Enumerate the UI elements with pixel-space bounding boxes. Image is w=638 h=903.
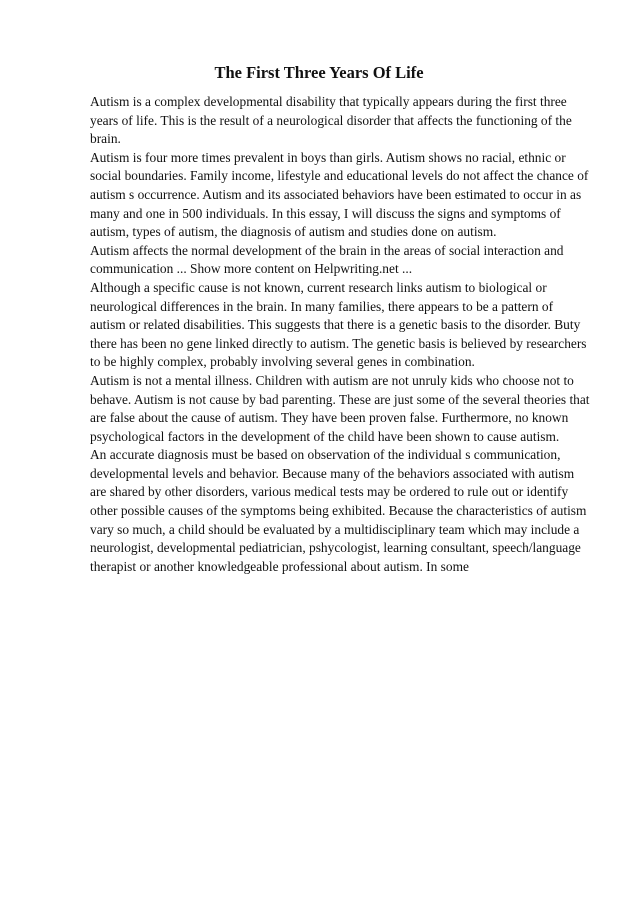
paragraph: An accurate diagnosis must be based on observation of the individual s communication, developmental levels and behavior. Because many of the behaviors associated with autism are shared by other disorders, various medical tests may be ordered to rule out or identify other possible causes of the symptoms being exhibited. Because the characteristics of autism vary so much, a child should be evaluated by a multidisciplinary team which may include a neurologist, developmental pediatrician, pshycologist, learning consultant, speech/language therapist or another knowledgeable professional about autism. In some	[90, 447, 587, 574]
paragraph: Although a specific cause is not known, current research links autism to biological or neurological differences in the brain. In many families, there appears to be a pattern of autism or related disabilities. This suggests that there is a genetic basis to the disorder. Buty there has been no gene linked directly to autism. The genetic basis is believed by researchers to be highly complex, probably involving several genes in combination.	[90, 279, 587, 370]
paragraph: Autism is four more times prevalent in boys than girls. Autism shows no racial, ethnic or social boundaries. Family income, lifestyle and educational levels do not affect the chance of autism s occurrence. Autism and its associated behaviors have been estimated to occur in as many and one in 500 individuals. In this essay, I will discuss the signs and symptoms of autism, types of autism, the diagnosis of autism and studies done on autism.	[90, 149, 589, 240]
paragraph: Autism is not a mental illness. Children with autism are not unruly kids who choose not to behave. Autism is not cause by bad parenting. These are just some of the several theories that are false about the cause of autism. They have been proven false. Furthermore, no known psychological factors in the development of the child have been shown to cause autism.	[90, 372, 590, 444]
page-title: The First Three Years Of Life	[214, 63, 424, 82]
paragraph: Autism affects the normal development of the brain in the areas of social interaction and communication ... Show more content on Helpwriting.net ...	[90, 242, 564, 277]
document-body	[90, 93, 590, 576]
paragraph: Autism is a complex developmental disability that typically appears during the first three years of life. This is the result of a neurological disorder that affects the functioning of the brain.	[90, 94, 572, 147]
